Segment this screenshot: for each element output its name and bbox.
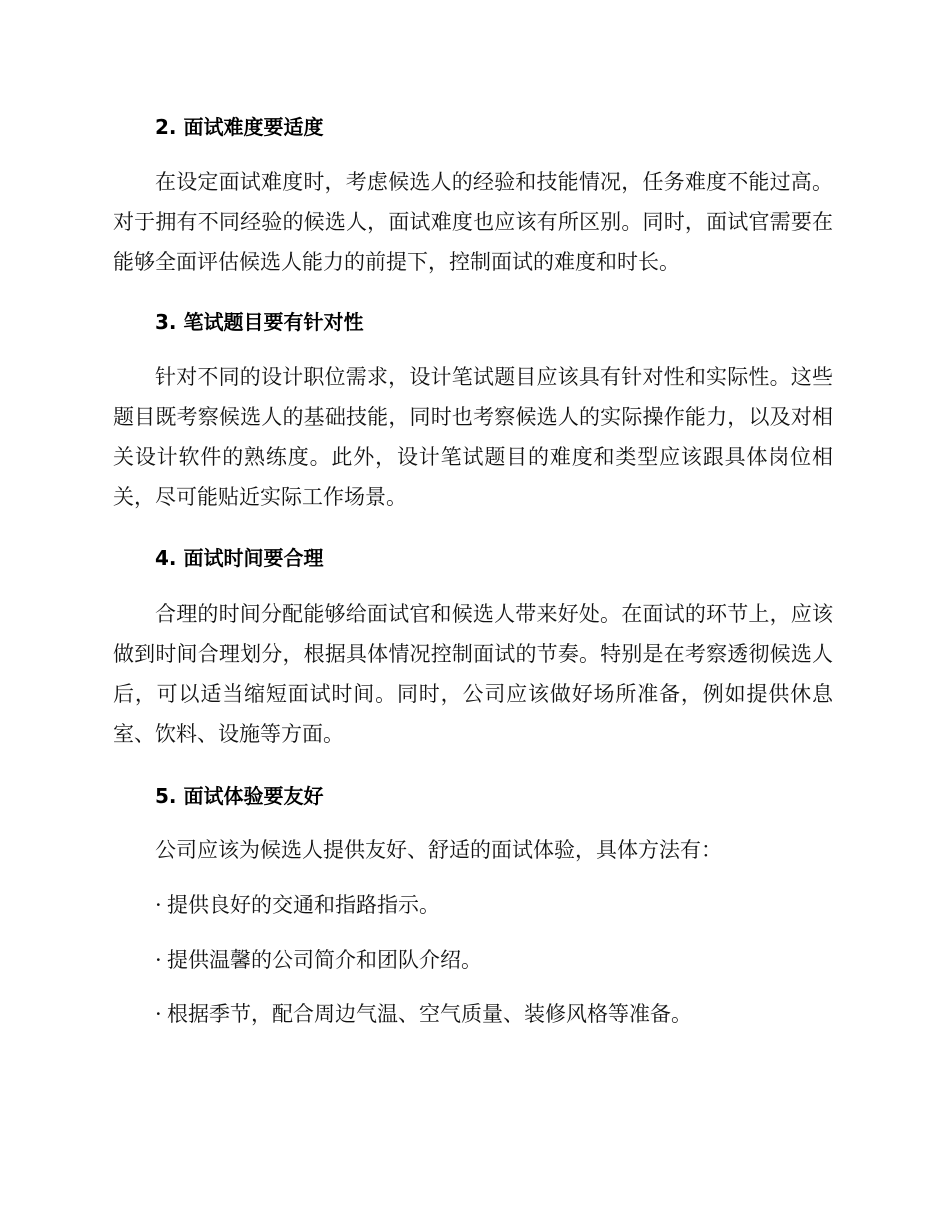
section-heading-4: 4. 面试时间要合理 xyxy=(155,546,324,570)
bullet-marker: · xyxy=(155,1002,162,1026)
bullet-text: 提供良好的交通和指路指示。 xyxy=(167,893,440,917)
section-heading-2: 2. 面试难度要适度 xyxy=(155,115,324,139)
section-intro-5: 公司应该为候选人提供友好、舒适的面试体验，具体方法有： xyxy=(155,838,722,862)
section-heading-3: 3. 笔试题目要有针对性 xyxy=(155,310,364,334)
section-paragraph-2: 在设定面试难度时，考虑候选人的经验和技能情况，任务难度不能过高。对于拥有不同经验的候选人，面试难度也应该有所区别。同时，面试官需要在能够全面评估候选人能力的前提下，控制面试的难度和时长。 xyxy=(113,170,833,274)
section-paragraph-4: 合理的时间分配能够给面试官和候选人带来好处。在面试的环节上，应该做到时间合理划分，根据具体情况控制面试的节奏。特别是在考察透彻候选人后，可以适当缩短面试时间。同时，公司应该做好场所准备，例如提供休息室、饮料、设施等方面。 xyxy=(113,602,833,746)
bullet-text: 根据季节，配合周边气温、空气质量、装修风格等准备。 xyxy=(167,1002,692,1026)
section-paragraph-3: 针对不同的设计职位需求，设计笔试题目应该具有针对性和实际性。这些题目既考察候选人的基础技能，同时也考察候选人的实际操作能力，以及对相关设计软件的熟练度。此外，设计笔试题目的难度和类型应该跟具体岗位相关，尽可能贴近实际工作场景。 xyxy=(113,365,833,509)
bullet-item xyxy=(155,994,835,1034)
bullet-marker: · xyxy=(155,893,162,917)
bullet-item xyxy=(155,885,835,925)
bullet-item xyxy=(155,940,835,980)
bullet-marker: · xyxy=(155,948,162,972)
section-heading-5: 5. 面试体验要友好 xyxy=(155,784,324,808)
bullet-text: 提供温馨的公司简介和团队介绍。 xyxy=(167,948,482,972)
